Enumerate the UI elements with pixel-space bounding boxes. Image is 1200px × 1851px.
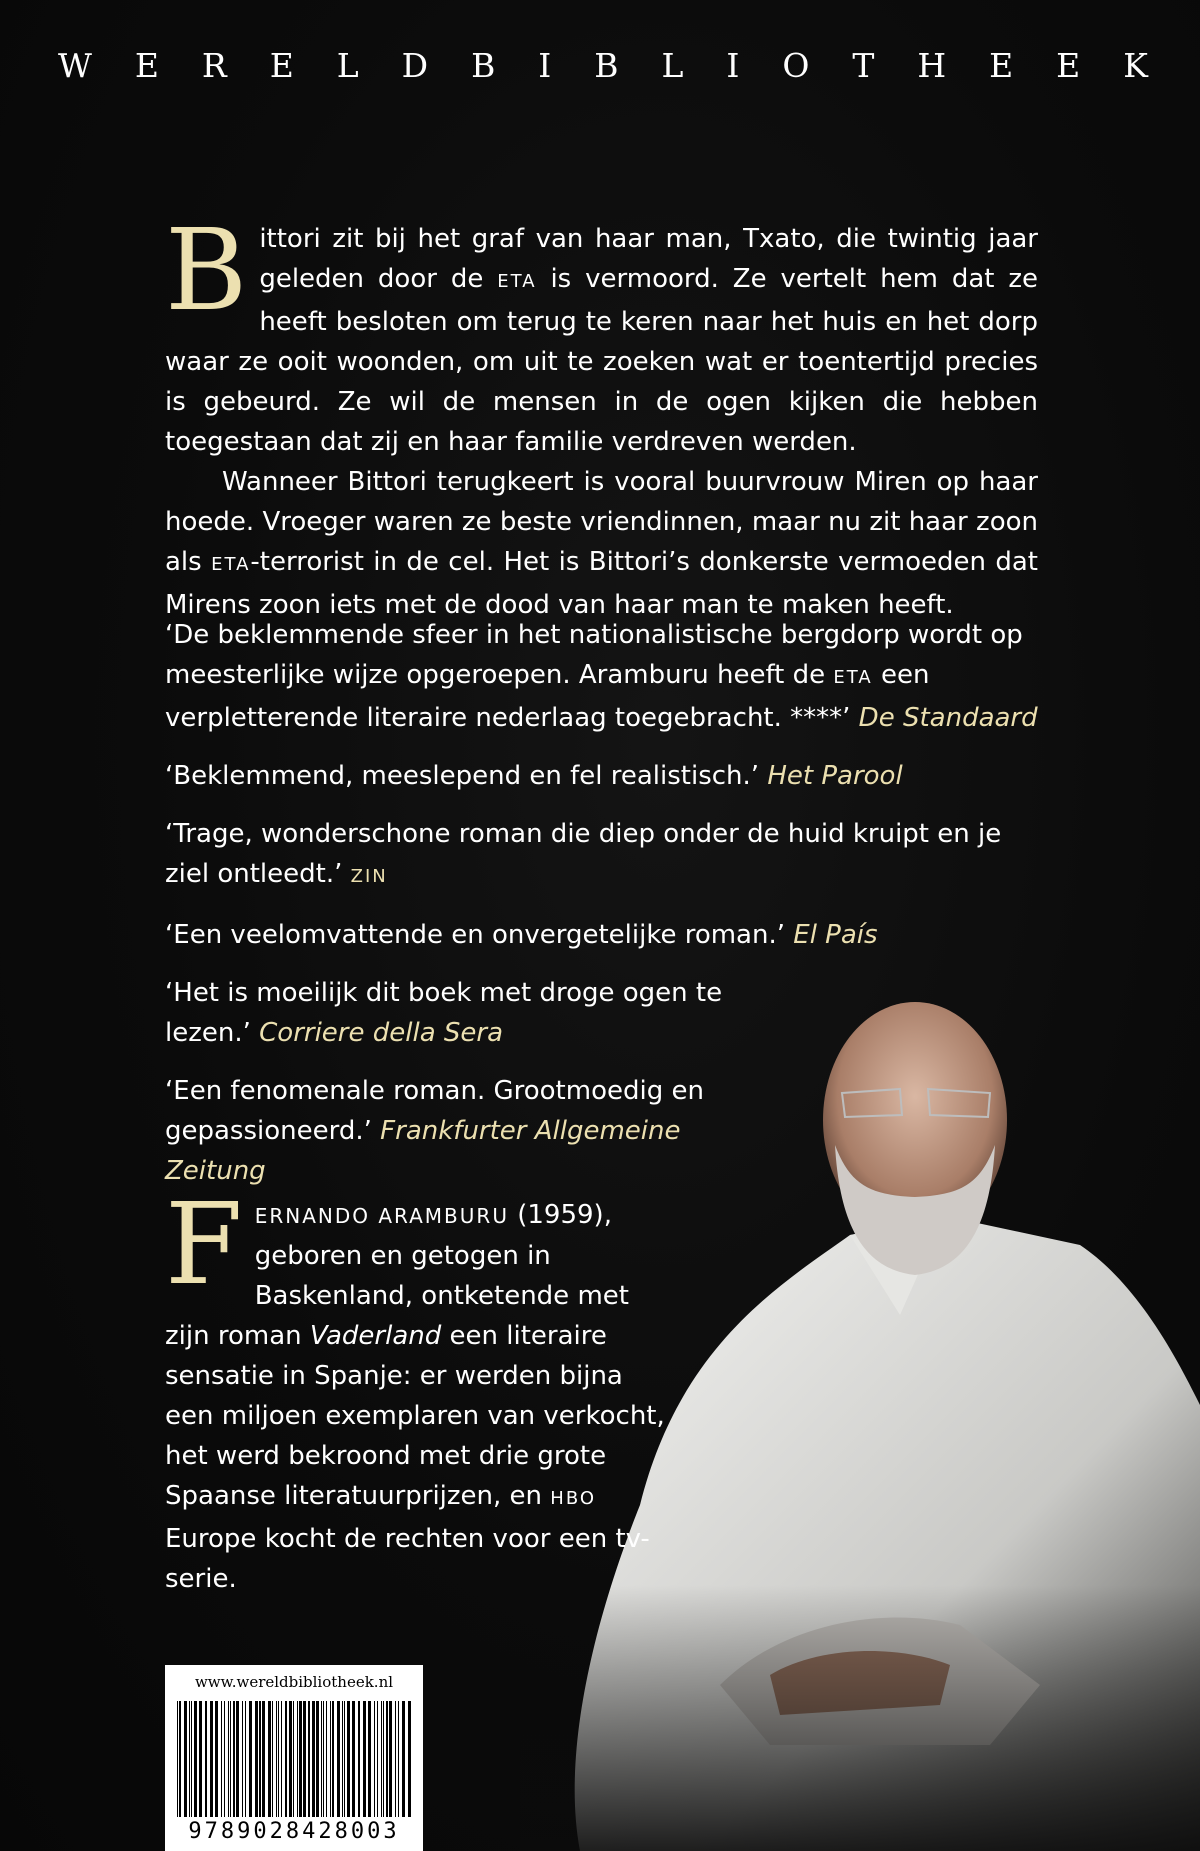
barcode-bar xyxy=(321,1701,322,1817)
eta-abbr: ETA xyxy=(833,667,873,688)
quote-source: Het Parool xyxy=(767,761,903,791)
barcode-bar xyxy=(276,1701,277,1817)
barcode-bar xyxy=(303,1701,306,1817)
barcode-bar xyxy=(281,1701,282,1817)
barcode-bar xyxy=(224,1701,225,1817)
barcode-bar xyxy=(233,1701,235,1817)
drop-cap-b: B xyxy=(165,206,248,336)
isbn-number: 9789028428003 xyxy=(188,1819,400,1844)
barcode-bar xyxy=(308,1701,310,1817)
barcode-bar xyxy=(289,1701,292,1817)
barcode-bar xyxy=(344,1701,345,1817)
synopsis-text: Wanneer Bittori terugkeert is vooral buurvrouw Miren op haar hoede. Vroeger waren ze beste vriendinnen, maar nu zit haar zoon als xyxy=(165,467,1038,577)
series-letter: I xyxy=(538,46,552,85)
series-letter: B xyxy=(594,46,619,85)
author-bio xyxy=(165,1180,670,1599)
barcode-bar xyxy=(210,1701,213,1817)
quote-source: El País xyxy=(793,920,878,950)
barcode-bar xyxy=(398,1701,399,1817)
publisher-url: www.wereldbibliotheek.nl xyxy=(194,1673,394,1691)
barcode-bar xyxy=(330,1701,331,1817)
barcode-bar xyxy=(368,1701,371,1817)
series-letter: B xyxy=(471,46,496,85)
synopsis xyxy=(165,206,1038,625)
barcode-bar xyxy=(312,1701,315,1817)
series-letter: E xyxy=(989,46,1014,85)
eta-abbr: ETA xyxy=(497,271,537,292)
series-title xyxy=(58,46,1148,85)
quote-text: ‘Beklemmend, meeslepend en fel realistisch.’ xyxy=(165,761,768,791)
barcode-bar xyxy=(408,1701,411,1817)
quote-de-standaard xyxy=(165,615,1038,738)
series-letter: K xyxy=(1123,46,1148,85)
eta-abbr: ETA xyxy=(211,554,251,575)
barcode-bar xyxy=(377,1701,378,1817)
barcode-bar xyxy=(205,1701,207,1817)
series-letter: E xyxy=(269,46,294,85)
barcode-bar xyxy=(215,1701,218,1817)
barcode-bar xyxy=(278,1701,279,1817)
barcode-bar xyxy=(199,1701,202,1817)
barcode-bar xyxy=(383,1701,384,1817)
barcode-bar xyxy=(326,1701,327,1817)
barcode-bar xyxy=(194,1701,197,1817)
author-name: ERNANDO ARAMBURU xyxy=(254,1204,509,1228)
barcode-bar xyxy=(352,1701,355,1817)
barcode-bar xyxy=(358,1701,360,1817)
series-letter: E xyxy=(134,46,159,85)
book-title: Vaderland xyxy=(309,1321,442,1351)
barcode-bar xyxy=(255,1701,258,1817)
series-letter: O xyxy=(782,46,810,85)
barcode-bar xyxy=(347,1701,350,1817)
series-letter: L xyxy=(661,46,684,85)
quote-source: ZIN xyxy=(350,866,388,887)
barcode-bar xyxy=(230,1701,231,1817)
barcode-bars xyxy=(173,1701,415,1817)
barcode-bar xyxy=(402,1701,405,1817)
quote-text: ‘Een fenomenale roman. Grootmoedig en gepassioneerd.’ xyxy=(165,1076,704,1146)
barcode-bar xyxy=(184,1701,187,1817)
barcode-bar xyxy=(242,1701,243,1817)
quote-source: Corriere della Sera xyxy=(259,1018,504,1048)
quote-source: Frankfurter Allgemeine Zeitung xyxy=(165,1116,681,1186)
synopsis-text: is vermoord. Ze vertelt hem dat ze heeft besloten om terug te keren naar het huis en het dorp waar ze ooit woonden, om uit te zoeken wat er toentertijd precies is gebeurd. Ze wil de mensen in de ogen kijken die hebben toegestaan dat zij en haar familie verdreven werden. xyxy=(165,264,1038,457)
barcode-bar xyxy=(221,1701,222,1817)
series-letter: T xyxy=(852,46,875,85)
barcode-bar xyxy=(285,1701,287,1817)
barcode-bar xyxy=(268,1701,271,1817)
synopsis-paragraph-1 xyxy=(165,206,1038,462)
quote-text: een verpletterende literaire nederlaag toegebracht. ****’ xyxy=(165,660,930,733)
barcode-bar xyxy=(386,1701,388,1817)
barcode-bar xyxy=(395,1701,396,1817)
drop-cap-f: F xyxy=(165,1180,243,1310)
bio-text: (1959), geboren en getogen in Baskenland, ontketende met zijn roman xyxy=(165,1200,629,1351)
barcode-bar xyxy=(363,1701,366,1817)
barcode-bar xyxy=(249,1701,252,1817)
quote-zin xyxy=(165,814,1038,897)
synopsis-text: ittori zit bij het graf van haar man, Txato, die twintig jaar geleden door de xyxy=(259,224,1038,294)
series-letter: H xyxy=(917,46,947,85)
barcode-bar xyxy=(262,1701,265,1817)
barcode-bar xyxy=(342,1701,343,1817)
quote-text: ‘Een veelomvattende en onvergetelijke roman.’ xyxy=(165,920,794,950)
barcode-bar xyxy=(179,1701,181,1817)
barcode-bar xyxy=(374,1701,375,1817)
synopsis-text: -terrorist in de cel. Het is Bittori’s donkerste vermoeden dat Mirens zoon iets met de dood van haar man te maken heeft. xyxy=(165,547,1038,620)
barcode-bar xyxy=(228,1701,229,1817)
barcode-bar xyxy=(381,1701,382,1817)
barcode-bar xyxy=(189,1701,190,1817)
series-letter: I xyxy=(726,46,740,85)
quote-source: De Standaard xyxy=(858,703,1038,733)
quote-el-pais xyxy=(165,915,1038,955)
barcode-bar xyxy=(297,1701,298,1817)
quote-text: ‘Het is moeilijk dit boek met droge ogen te lezen.’ xyxy=(165,978,723,1048)
bio-text: een literaire sensatie in Spanje: er werden bijna een miljoen exemplaren van verkocht, het werd bekroond met drie grote Spaanse literatuurprijzen, en xyxy=(165,1321,665,1511)
barcode-box xyxy=(165,1665,423,1851)
barcode-bar xyxy=(191,1701,192,1817)
barcode-bar xyxy=(293,1701,294,1817)
barcode-bar xyxy=(299,1701,302,1817)
bio-text: Europe kocht de rechten voor een tv-serie. xyxy=(165,1524,650,1594)
quote-text: ‘De beklemmende sfeer in het nationalistische bergdorp wordt op meesterlijke wijze opgeroepen. Aramburu heeft de xyxy=(165,620,1023,690)
barcode-bar xyxy=(389,1701,392,1817)
barcode-bar xyxy=(337,1701,340,1817)
quote-text: ‘Trage, wonderschone roman die diep onder de huid kruipt en je ziel ontleedt.’ xyxy=(165,819,1002,889)
barcode-bar xyxy=(245,1701,246,1817)
barcode-bar xyxy=(177,1701,178,1817)
barcode-bar xyxy=(316,1701,319,1817)
hbo-abbr: HBO xyxy=(550,1488,597,1509)
series-letter: D xyxy=(401,46,429,85)
quote-het-parool xyxy=(165,756,1038,796)
synopsis-paragraph-2 xyxy=(165,462,1038,625)
series-letter: E xyxy=(1056,46,1081,85)
barcode-bar xyxy=(332,1701,334,1817)
series-letter: L xyxy=(336,46,359,85)
series-letter: W xyxy=(58,46,92,85)
barcode-bar xyxy=(236,1701,239,1817)
barcode-bar xyxy=(272,1701,273,1817)
barcode-bar xyxy=(323,1701,324,1817)
series-letter: R xyxy=(201,46,227,85)
barcode-bar xyxy=(259,1701,261,1817)
